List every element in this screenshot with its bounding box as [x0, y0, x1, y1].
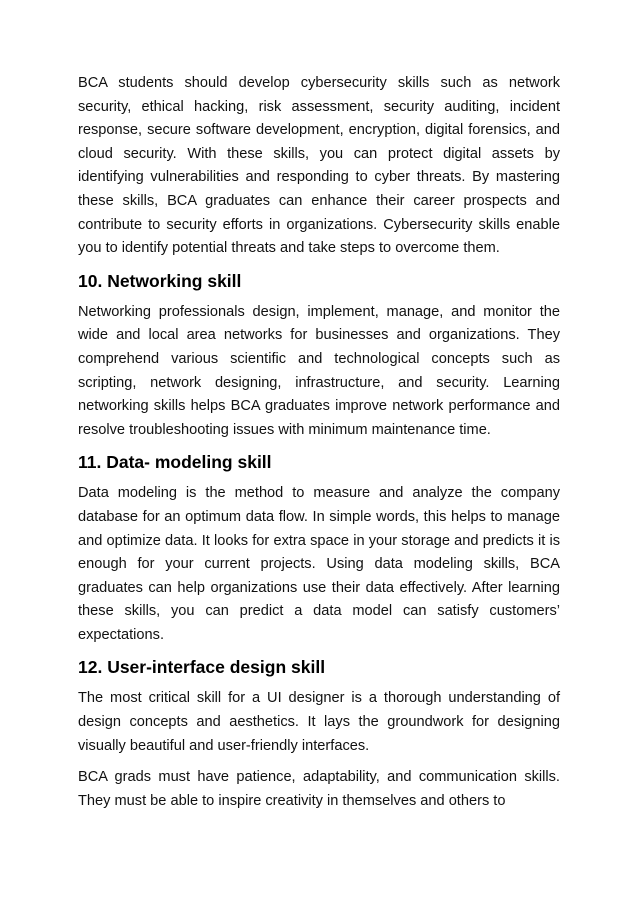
- paragraph-ui-design-2: BCA grads must have patience, adaptability, and communication skills. They must be able to inspire creativity in themselves and others to: [78, 769, 560, 809]
- paragraph-cybersecurity: BCA students should develop cybersecurity skills such as network security, ethical hacking, risk assessment, security auditing, incident response, secure software development, encryption, digital forensics, and cloud security. With these skills, you can protect digital assets by identifying vulnerabilities and responding to cyber threats. By mastering these skills, BCA graduates can enhance their career prospects and contribute to security efforts in organizations. Cybersecurity skills enable you to identify potential threats and take steps to overcome them.: [78, 75, 560, 257]
- heading-data-modeling-skill: 11. Data- modeling skill: [78, 452, 272, 473]
- paragraph-networking: Networking professionals design, implement, manage, and monitor the wide and local area networks for businesses and organizations. They comprehend various scientific and technological concepts such as scripting, network designing, infrastructure, and security. Learning networking skills helps BCA graduates improve network performance and resolve troubleshooting issues with minimum maintenance time.: [78, 303, 560, 438]
- heading-ui-design-skill: 12. User-interface design skill: [78, 657, 326, 678]
- document-page: [78, 72, 560, 821]
- paragraph-ui-design-1: The most critical skill for a UI designer is a thorough understanding of design concepts and aesthetics. It lays the groundwork for designing visually beautiful and user-friendly interfaces.: [78, 690, 560, 754]
- paragraph-data-modeling: Data modeling is the method to measure and analyze the company database for an optimum data flow. In simple words, this helps to manage and optimize data. It looks for extra space in your storage and predicts it is enough for your current projects. Using data modeling skills, BCA graduates can help organizations use their data effectively. After learning these skills, you can predict a data model can satisfy customers’ expectations.: [78, 485, 560, 643]
- heading-networking-skill: 10. Networking skill: [78, 270, 242, 291]
